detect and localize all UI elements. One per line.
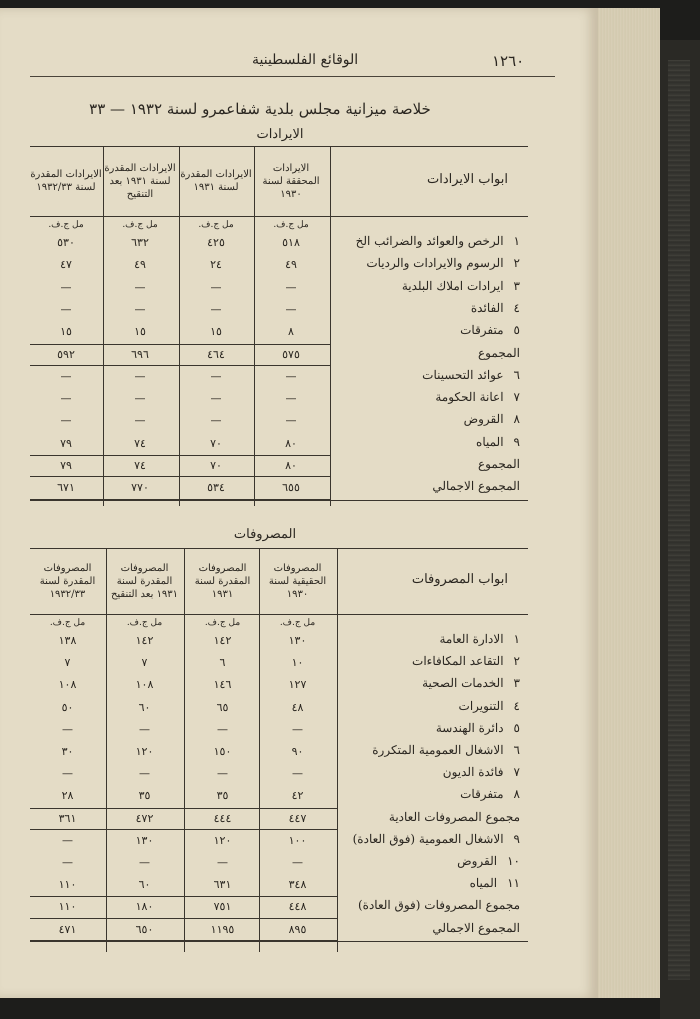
units-label: مل ج.ف. [126,618,163,628]
units-label: مل ج.ف. [122,220,158,230]
table-cell: ٨ [288,325,294,339]
row-number: ١ [513,234,520,248]
subtotal-label: مجموع المصروفات (فوق العادة) [357,898,520,913]
table-cell: ١٠٠ [288,833,307,847]
row-label [337,765,520,779]
table-cell: — [62,767,73,781]
row-label [337,832,520,846]
document-page [0,8,598,998]
row-label [337,743,520,757]
expenditures-section-title: المصروفات [233,527,297,542]
row-label [330,301,520,315]
table-cell: — [139,767,150,781]
table-cell: ٢٤ [210,258,222,272]
row-header-label: ابواب الايرادات [427,172,508,187]
row-label [330,279,520,293]
row-number: ٧ [513,390,520,405]
table-cell: — [285,280,297,294]
row-label-text: المياه [469,876,498,891]
subtotal-cell: ٤٤٤ [213,811,232,825]
row-number: ٥ [513,720,520,735]
table-cell: ٣٥ [138,789,151,803]
table-cell: — [217,767,228,781]
subtotal-cell: ٧٥١ [213,900,232,914]
table-cell: — [134,414,146,428]
row-number: ٨ [513,787,520,802]
budget-title: خلاصة ميزانية مجلس بلدية شفاعمرو لسنة ١٩٣٢ — ٣٣ [89,100,431,118]
row-label [337,676,520,690]
row-label-text: الاشغال العمومية المتكررة [372,743,504,757]
table-cell: — [134,392,146,406]
row-number: ٦ [513,367,520,382]
subtotal-rule [30,476,330,477]
table-cell: — [139,856,150,869]
row-label [337,876,520,890]
subtotal-cell: ٥٣٤ [207,481,225,495]
subtotal-cell: ٦٥٠ [135,922,154,936]
table-cell: — [62,856,73,869]
row-number: ٦ [513,743,520,757]
expenditures-table [30,548,528,958]
table-cell: — [292,767,303,781]
subtotal-cell: ٤٧١ [58,922,77,936]
book-spine-texture [668,60,690,980]
subtotal-cell: ٧٩ [60,459,72,472]
subtotal-cell: ٦٥٥ [282,481,300,495]
subtotal-cell: ٧٠ [210,459,222,472]
page-header [30,48,555,77]
table-cell: ٤٨ [291,700,304,714]
table-cell: ٦٥ [216,700,229,714]
row-number: ١٠ [507,854,520,868]
table-cell: ٧ [64,656,71,670]
row-label-text: القروض [457,854,498,868]
row-number: ١١ [507,876,520,891]
table-cell: ٦٣١ [213,878,232,892]
table-cell: ٧ [141,656,148,670]
table-cell: ٣٠ [61,745,74,758]
table-cell: — [217,722,228,736]
subtotal-cell: ١١٠ [58,900,77,914]
row-number: ٣ [513,278,520,293]
table-cell: ١٣٠ [135,833,154,847]
table-cell: — [60,414,72,428]
table-cell: ٥٣٠ [57,236,75,249]
column-header: المصروفات الحقيقية لسنة ١٩٣٠ [268,562,327,600]
row-label [330,256,520,270]
table-cell: ١١٠ [58,878,77,892]
row-label [337,654,520,668]
table-cell: ١٥٠ [213,745,232,758]
units-label: مل ج.ف. [198,220,234,230]
table-cell: ٣٤٨ [288,878,307,892]
table-cell: ٦٠ [138,700,151,714]
table-cell: — [210,369,222,383]
row-number: ٣ [513,676,520,691]
table-cell: ٤٢ [291,789,304,803]
subtotal-rule [30,344,330,345]
subtotal-label: المجموع [478,457,520,471]
row-label-text: الاشغال العمومية (فوق العادة) [352,831,504,846]
subtotal-label: المجموع الاجمالي [432,920,520,935]
subtotal-cell: ٧٧٠ [131,481,149,495]
table-cell: ٣٥ [216,789,229,803]
units-label: مل ج.ف. [48,220,84,230]
row-number: ٢ [513,654,520,669]
row-label-text: اعانة الحكومة [435,390,504,405]
row-label [337,721,520,735]
row-number: ٤ [513,300,520,315]
subtotal-label: المجموع الاجمالي [432,479,520,494]
row-label-text: الرسوم والايرادات والرديات [366,256,504,271]
subtotal-cell: ٦٧١ [57,481,75,495]
table-cell: — [210,302,222,316]
row-label [330,323,520,337]
table-cell: — [60,369,72,383]
table-cell: ٧٩ [60,436,72,450]
table-cell: ١٣٨ [58,634,77,647]
table-cell: ٥٠ [61,700,74,714]
row-label [330,368,520,382]
row-label-text: التنويرات [458,698,504,713]
column-header: المصروفات المقدرة لسنة ١٩٣٢/٣٣ [39,562,96,600]
subtotal-cell: ٨٠ [285,459,297,472]
page-number: ١٢٦٠ [492,52,525,70]
table-cell: ٩٠ [291,745,304,758]
table-cell: ١٠٨ [135,678,154,692]
units-label: مل ج.ف. [279,618,316,628]
table-cell: ١٤٦ [213,678,232,692]
subtotal-cell: ٤٤٧ [288,811,307,825]
table-cell: — [217,856,228,869]
column-header: الايرادات المقدرة لسنة ١٩٣٢/٣٣ [30,169,102,193]
row-number: ٥ [513,323,520,338]
subtotal-rule [30,455,330,456]
page-edges [598,8,660,998]
row-number: ٩ [513,434,520,449]
table-cell: — [60,280,72,294]
table-cell: ١٣٠ [288,634,307,647]
subtotal-cell: ٦٩٦ [131,347,149,361]
table-cell: ٦٣٢ [131,236,149,249]
column-header: الايرادات المقدرة لسنة ١٩٣١ بعد التنقيح [104,162,176,200]
row-number: ٨ [513,412,520,427]
table-cell: — [60,392,72,406]
table-cell: — [210,280,222,294]
row-label-text: الادارة العامة [439,632,504,646]
subtotal-rule [30,896,337,897]
table-bottom-rule [30,941,528,942]
row-label-text: التقاعد المكافاءات [412,654,504,669]
table-cell: ٤٧ [60,258,72,272]
table-cell: — [285,302,297,316]
table-cell: ١٠٨ [58,678,77,692]
units-label: مل ج.ف. [273,220,309,230]
row-label-text: ايرادات املاك البلدية [401,278,504,293]
table-cell: — [134,280,146,294]
column-header: المصروفات المقدرة لسنة ١٩٣١ [194,562,251,600]
table-cell: ٥١٨ [282,236,300,249]
table-cell: ٨٠ [285,436,297,450]
row-label-text: فائدة الديون [442,765,504,780]
subtotal-cell: ٨٩٥ [288,922,307,936]
table-cell: ١٤٢ [213,634,232,647]
table-cell: ٦٠ [138,878,151,892]
row-label [337,632,520,646]
table-cell: ١٢٠ [213,833,232,847]
row-label [337,854,520,868]
table-cell: — [134,369,146,383]
table-cell: ٤٩ [134,258,146,272]
row-label [330,234,520,248]
subtotal-cell: ١١٩٥ [210,922,235,936]
row-label-text: الخدمات الصحية [422,676,504,691]
table-cell: — [292,722,303,736]
table-cell: ٤٢٥ [207,236,225,249]
journal-title: الوقائع الفلسطينية [252,52,359,68]
subtotal-label: مجموع المصروفات العادية [388,809,520,824]
table-cell: — [134,302,146,316]
revenues-table [30,146,528,516]
table-bottom-rule [30,500,528,501]
row-label [330,435,520,449]
subtotal-cell: ٥٧٥ [282,347,300,361]
subtotal-cell: ٤٦٤ [207,347,225,361]
subtotal-rule [30,365,330,366]
header-bottom-rule [30,614,528,615]
subtotal-rule [30,808,337,809]
subtotal-cell: ٥٩٢ [57,347,75,361]
subtotal-rule [30,829,337,830]
row-label [337,787,520,801]
row-label [330,412,520,426]
row-header-label: ابواب المصروفات [411,572,508,587]
table-cell: — [139,722,150,736]
table-cell: — [210,414,222,428]
row-label [337,699,520,713]
column-header: المصروفات المقدرة لسنة ١٩٣١ بعد التنقيح [110,562,179,600]
column-header: الايرادات المقدرة لسنة ١٩٣١ [180,169,252,193]
row-number: ١ [513,632,520,646]
table-cell: ١٢٠ [135,745,154,758]
subtotal-cell: ١٨٠ [135,900,154,914]
table-cell: ٦ [219,656,226,670]
table-cell: — [285,369,297,383]
column-header: الايرادات المحققة لسنة ١٩٣٠ [262,162,320,200]
table-cell: ١٥ [60,325,72,339]
row-label-text: متفرقات [460,323,504,338]
table-cell: — [62,833,73,847]
table-cell: — [62,722,73,736]
table-cell: — [285,392,297,406]
subtotal-cell: ٧٤ [134,459,146,472]
units-label: مل ج.ف. [204,618,241,628]
row-label-text: متفرقات [460,787,504,802]
table-cell: — [60,302,72,316]
table-cell: — [285,414,297,428]
table-cell: — [210,392,222,406]
subtotal-cell: ٤٤٨ [288,900,307,914]
row-label-text: عوائد التحسينات [422,367,504,382]
subtotal-cell: ٣٦١ [58,811,77,825]
table-cell: ٢٨ [61,789,74,803]
revenues-section-title: الايرادات [256,127,304,142]
table-cell: ١٥ [134,325,146,339]
row-label [330,390,520,404]
row-label-text: القروض [463,412,504,427]
table-cell: ٧٤ [134,436,146,450]
row-number: ٢ [513,256,520,271]
units-label: مل ج.ف. [49,618,86,628]
row-number: ٩ [513,831,520,846]
subtotal-cell: ٤٧٢ [135,811,154,825]
table-cell: — [292,856,303,869]
table-cell: ٧٠ [210,436,222,450]
table-cell: ١٥ [210,325,222,339]
subtotal-rule [30,918,337,919]
table-cell: ١٤٢ [135,634,154,647]
row-number: ٧ [513,765,520,780]
row-label-text: المياه [476,434,504,449]
table-cell: ١٢٧ [288,678,307,692]
subtotal-label: المجموع [478,345,520,360]
row-label-text: الرخص والعوائد والضرائب الخ [355,234,504,248]
table-cell: ١٠ [291,656,304,670]
table-cell: ٤٩ [285,258,297,272]
header-bottom-rule [30,216,528,217]
row-label-text: دائرة الهندسة [435,720,504,735]
row-number: ٤ [513,698,520,713]
row-label-text: الفائدة [470,300,504,315]
